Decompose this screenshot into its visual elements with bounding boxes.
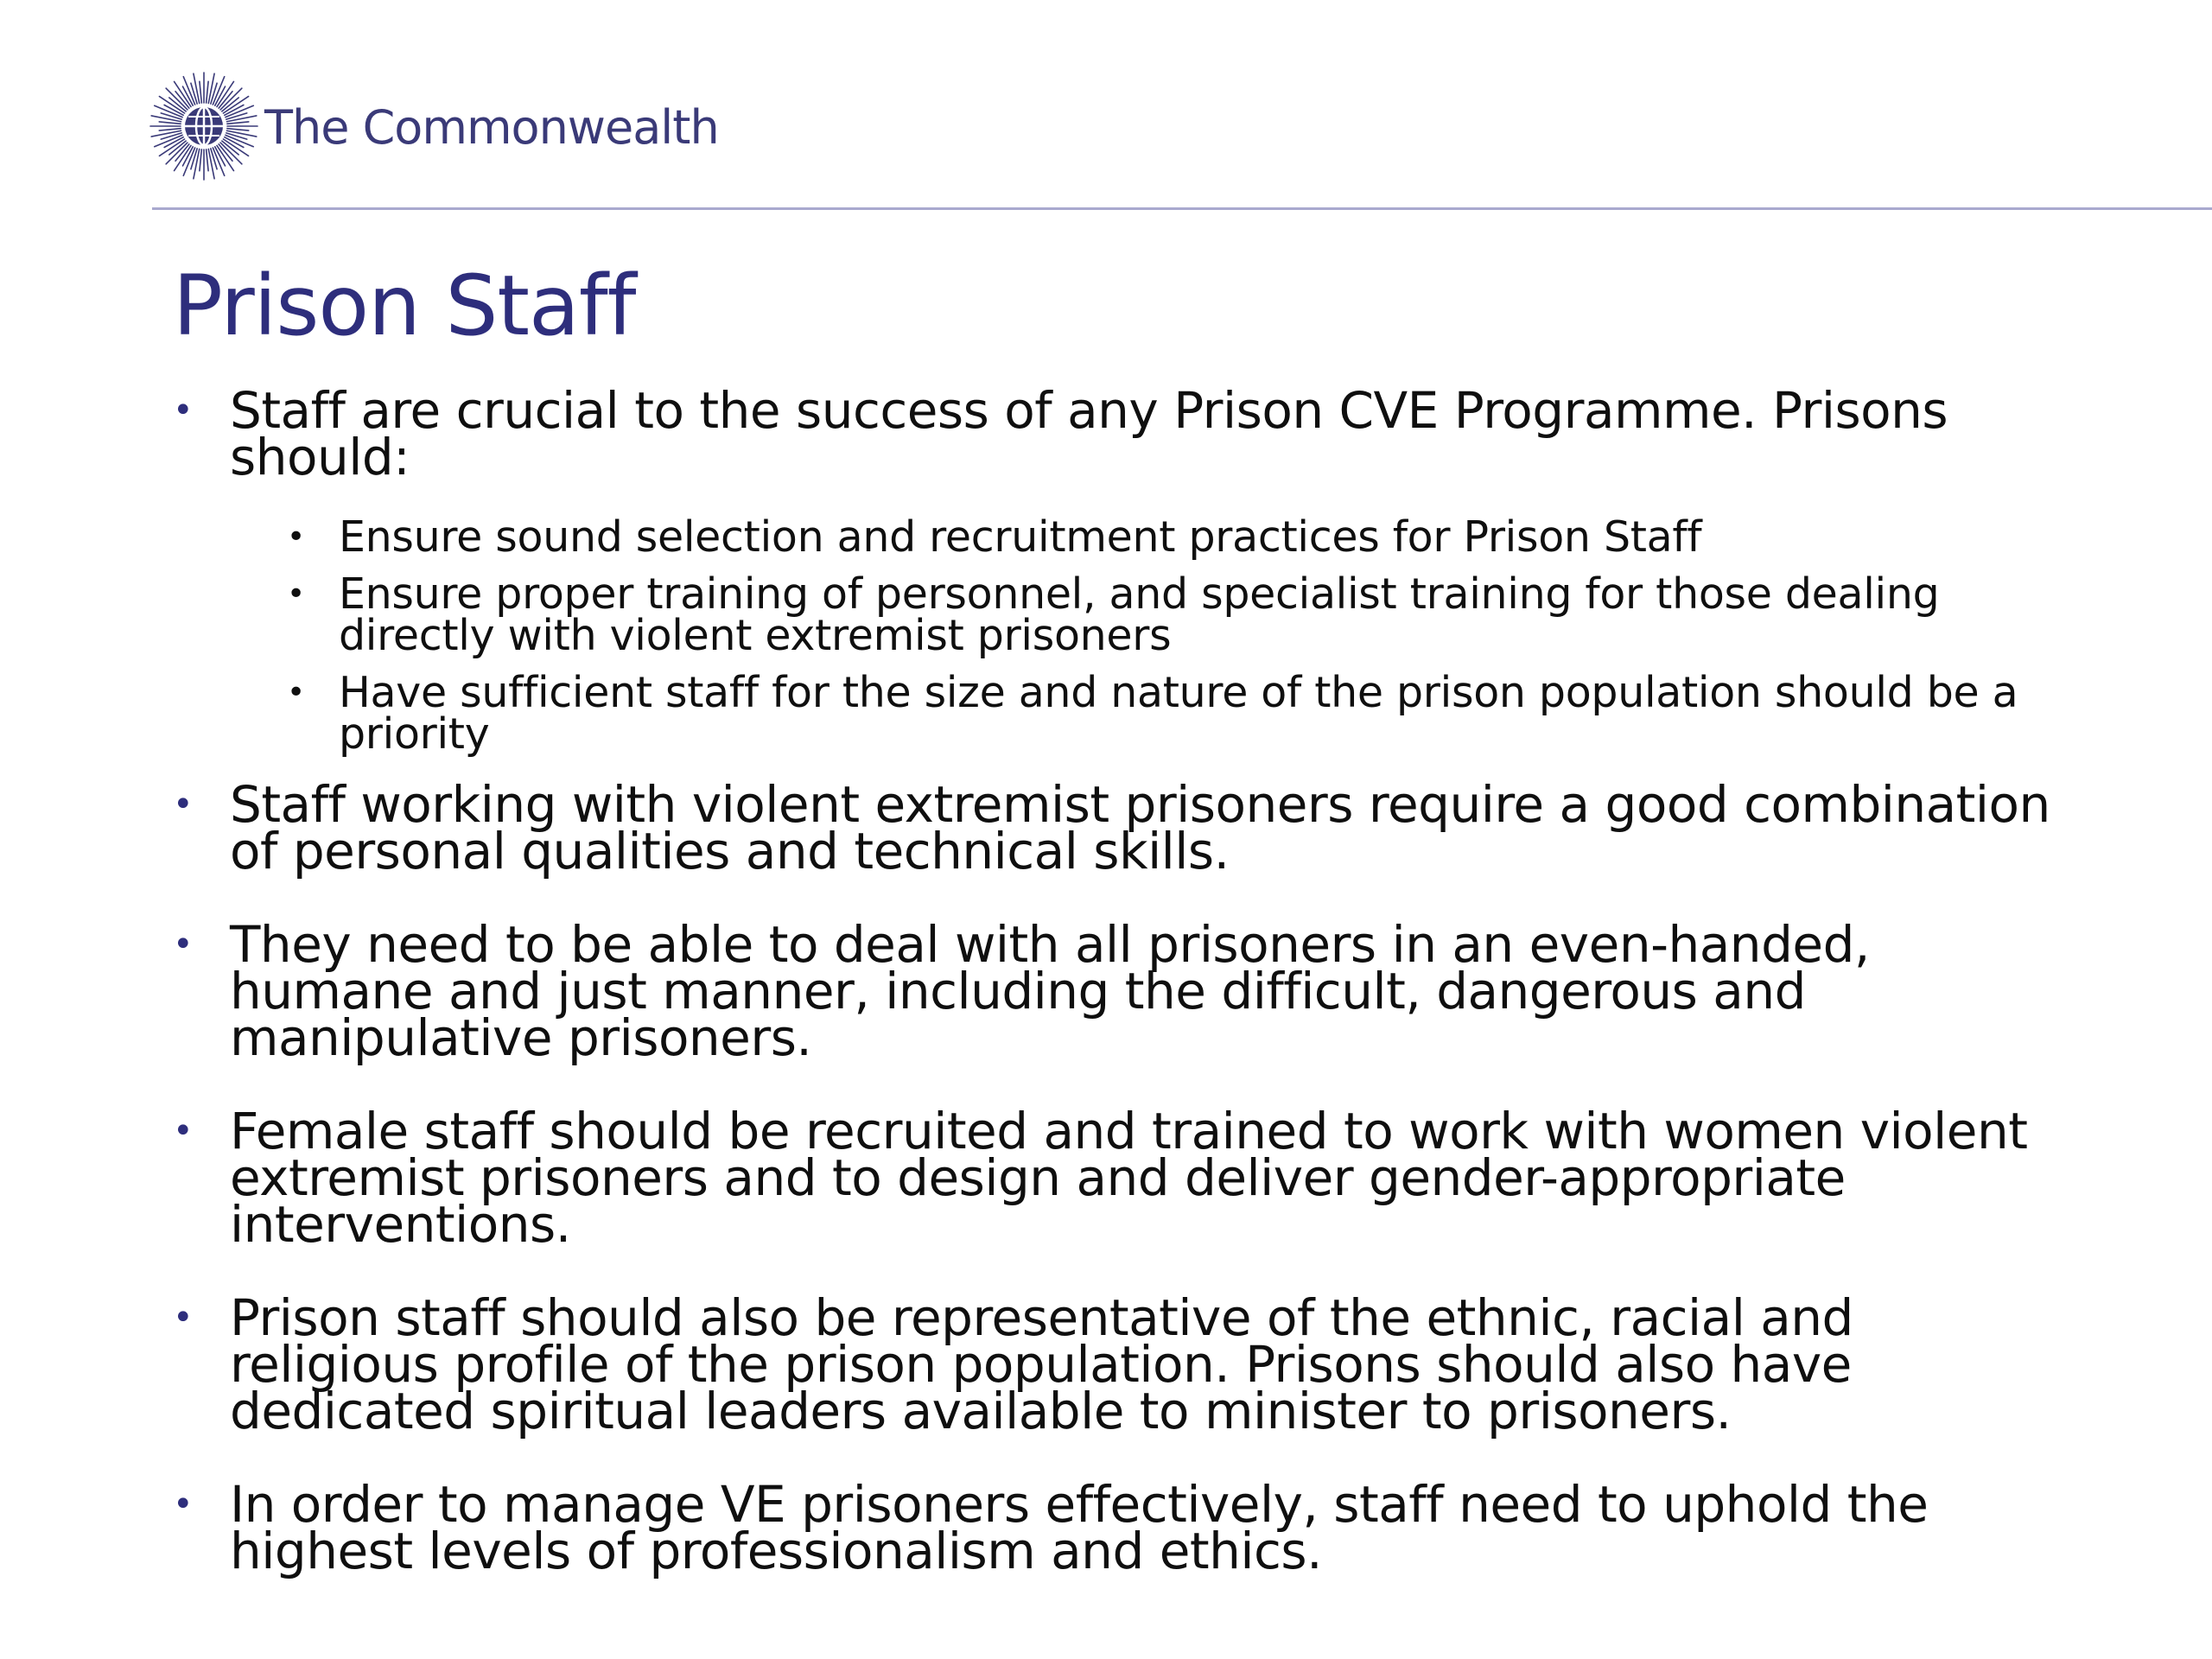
sub-bullet-list [282, 512, 2074, 759]
bullet-item [173, 915, 2074, 1067]
bullet-text: They need to be able to deal with all prisoners in an even-handed, humane and just manner, including the difficult, dangerous and manipulative prisoners. [230, 915, 1870, 1067]
logo-ray [207, 81, 208, 103]
sub-bullet-text: Ensure proper training of personnel, and specialist training for those dealing directly with violent extremist prisoners [339, 569, 1940, 660]
logo-ray [166, 143, 188, 164]
logo-ray [227, 129, 249, 130]
logo-ray [166, 88, 188, 110]
logo-ray [226, 116, 256, 122]
bullet-marker: • [173, 1298, 194, 1338]
logo-ray [194, 149, 200, 178]
bullet-item [173, 1288, 2074, 1440]
bullet-item [173, 1102, 2074, 1254]
sub-bullet-text: Ensure sound selection and recruitment practices for Prison Staff [339, 512, 1702, 562]
bullet-marker: • [173, 1111, 194, 1151]
logo-ray [220, 143, 242, 164]
sub-bullet-marker: • [287, 675, 305, 710]
bullet-item [173, 775, 2074, 880]
logo-ray [227, 122, 249, 124]
bullet-marker: • [173, 391, 194, 430]
bullet-text: Prison staff should also be representative of the ethnic, racial and religious profile of the prison population. Prisons should also have dedicated spiritual leaders available to minister to prisoners. [230, 1288, 1853, 1440]
header-divider [152, 207, 2212, 210]
sub-bullet-item [282, 668, 2074, 759]
logo-ray [159, 122, 181, 124]
logo-ray [151, 116, 181, 122]
slide-content [173, 381, 2074, 1621]
logo-ray [207, 149, 208, 171]
bullet-list [173, 381, 2074, 1580]
logo-ray [194, 73, 200, 103]
logo-ray [151, 130, 181, 137]
logo-ray [226, 130, 256, 137]
bullet-text: Staff working with violent extremist prisoners require a good combination of personal qualities and technical skills. [230, 775, 2050, 880]
sub-bullet-marker: • [287, 519, 305, 555]
sub-bullet-item [282, 512, 2074, 562]
sub-bullet-marker: • [287, 576, 305, 612]
logo-ray [200, 149, 201, 171]
logo-ray [159, 129, 181, 130]
commonwealth-globe-icon [149, 71, 259, 181]
sub-bullet-text: Have sufficient staff for the size and nature of the prison population should be a priority [339, 668, 2018, 759]
bullet-marker: • [173, 1484, 194, 1524]
bullet-text: In order to manage VE prisoners effectively, staff need to uphold the highest levels of professionalism and ethics. [230, 1475, 1929, 1580]
bullet-item [173, 1475, 2074, 1580]
logo-text: The Commonwealth [264, 99, 719, 155]
bullet-item [173, 381, 2074, 759]
logo-ray [208, 73, 214, 103]
logo-ray [208, 149, 214, 178]
sub-bullet-item [282, 569, 2074, 660]
bullet-marker: • [173, 785, 194, 824]
bullet-text: Female staff should be recruited and trained to work with women violent extremist prisoners and to design and deliver gender-appropriate interventions. [230, 1102, 2028, 1254]
logo-ray [200, 81, 201, 103]
bullet-text: Staff are crucial to the success of any Prison CVE Programme. Prisons should: [230, 381, 1948, 486]
commonwealth-logo [149, 71, 719, 181]
bullet-marker: • [173, 925, 194, 964]
logo-ray [220, 88, 242, 110]
slide-title: Prison Staff [173, 257, 636, 354]
